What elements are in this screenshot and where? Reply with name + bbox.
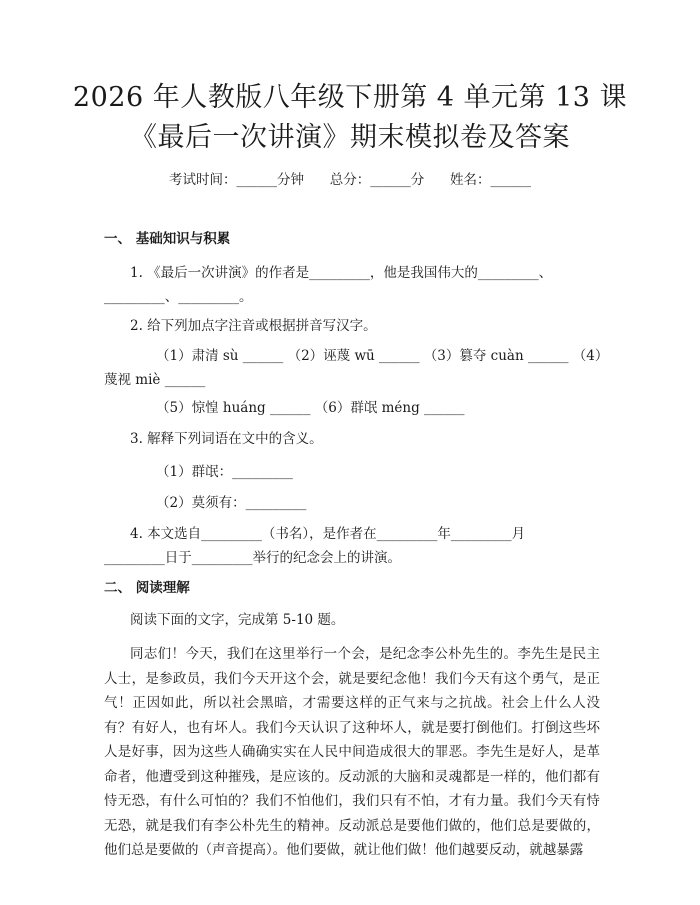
q3-item1: （1）群氓：_________ <box>156 464 293 480</box>
section1-heading: 一、 基础知识与积累 <box>104 231 231 247</box>
exam-info: 考试时间：______分钟 总分：______分 姓名：______ <box>169 172 531 188</box>
section2-heading: 二、 阅读理解 <box>104 580 190 596</box>
q2-line2: 蔑视 miè ______ <box>104 372 206 388</box>
q4-line2: _________日于_________举行的纪念会上的讲演。 <box>104 550 401 566</box>
q1-line1: 1. 《最后一次讲演》的作者是_________，他是我国伟大的_________、 <box>130 265 553 281</box>
q1-line2: _________、_________。 <box>104 289 253 305</box>
reading-intro: 阅读下面的文字，完成第 5-10 题。 <box>130 612 345 628</box>
q2-line1: （1）肃清 sù ______ （2）诬蔑 wū ______ （3）篡夺 cuàn ______ （4） <box>156 348 609 364</box>
q3-stem: 3. 解释下列词语在文中的含义。 <box>130 431 323 447</box>
q3-item2: （2）莫须有：_________ <box>156 495 307 511</box>
q2-line3: （5）惊惶 huáng ______ （6）群氓 méng ______ <box>156 400 465 416</box>
document-title-line2: 《最后一次讲演》期末模拟卷及答案 <box>130 122 570 153</box>
document-title-line1: 2026 年人教版八年级下册第 4 单元第 13 课 <box>72 82 628 113</box>
reading-passage: 同志们！今天，我们在这里举行一个会，是纪念李公朴先生的。李先生是民主人士，是参政员，我们今天开这个会，就是要纪念他！我们今天有这个勇气，是正气！正因如此，所以社会黑暗，才需要这样的正气来与之抗战。社会上什么人没有？有好人，也有坏人。我们今天认识了这种坏人，就是要打倒他们。打倒这些坏人是好事，因为这些人确确实实在人民中间造成很大的罪恶。李先生是好人，是革命者，他遭受到这种摧残，是应该的。反动派的大脑和灵魂都是一样的，他们都有恃无恐，有什么可怕的？我们不怕他们，我们只有不怕，才有力量。我们今天有恃无恐，就是我们有李公朴先生的精神。反动派总是要他们做的，他们总是要做的，他们总是要做的（声音提高）。他们要做，就让他们做！他们越要反动，就越暴露 <box>104 646 600 858</box>
q4-line1: 4. 本文选自_________（书名），是作者在_________年_________月 <box>130 526 526 542</box>
q2-stem: 2. 给下列加点字注音或根据拼音写汉字。 <box>130 318 377 334</box>
